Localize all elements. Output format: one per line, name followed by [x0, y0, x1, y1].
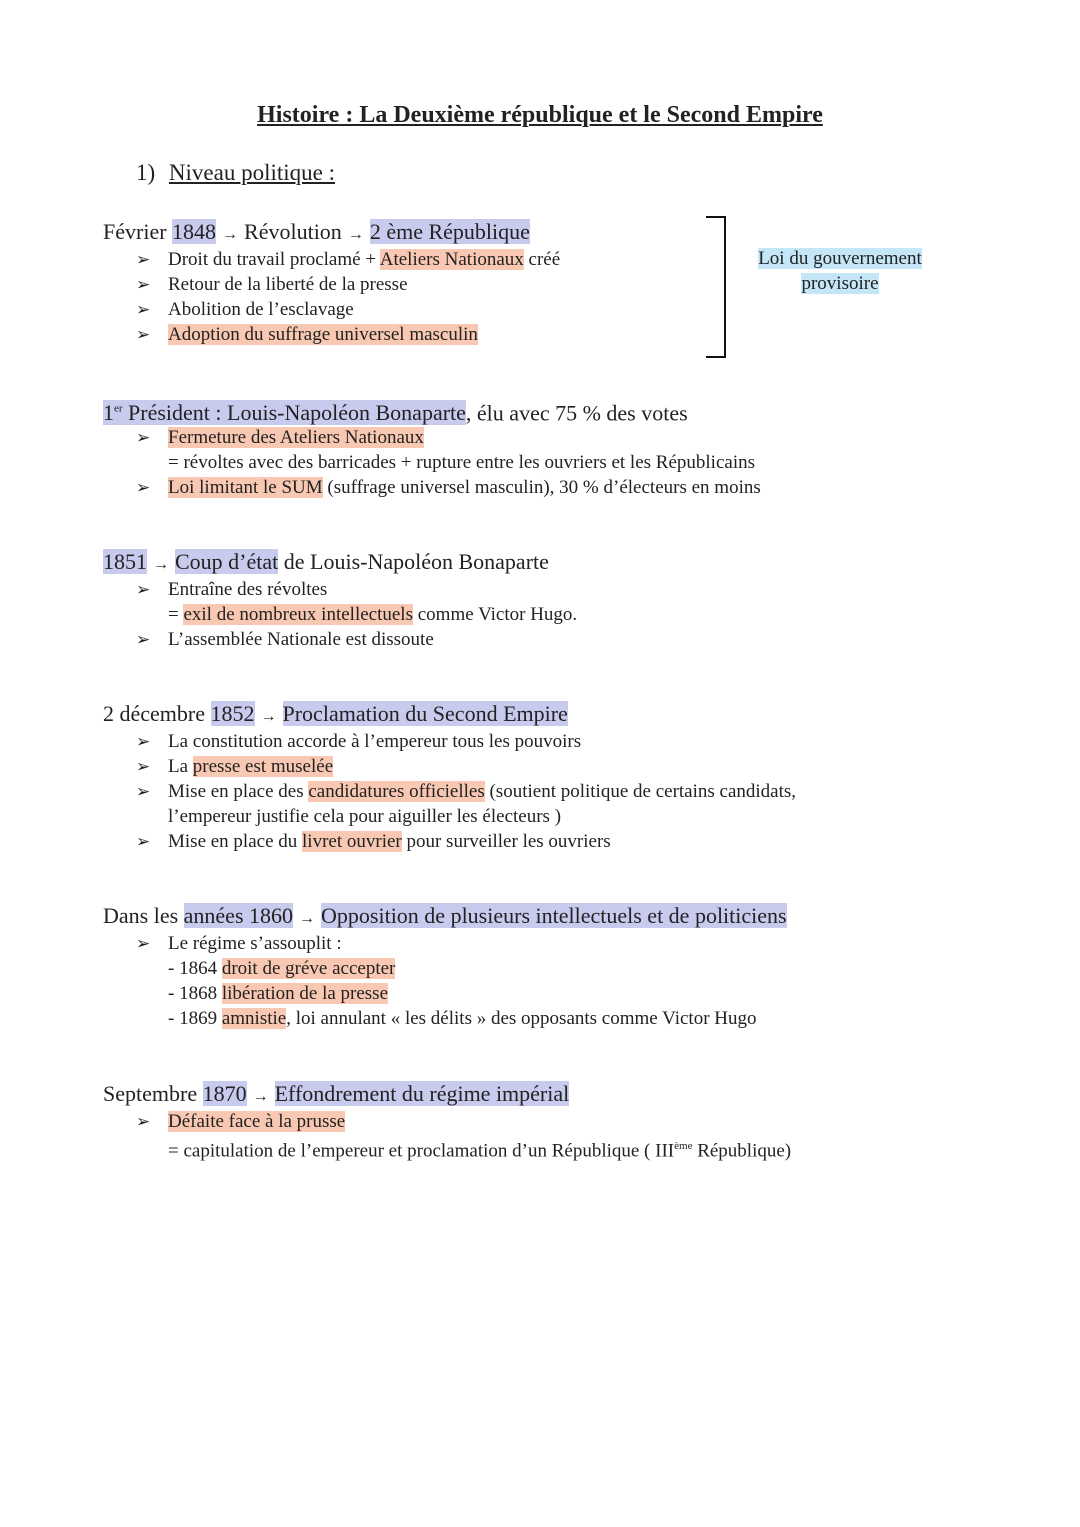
sub-line [103, 450, 1003, 475]
block-1852-heading [103, 701, 1003, 729]
item-text: l’empereur justifie cela pour aiguiller les électeurs ) [168, 806, 562, 827]
item-text: - 1864 [168, 958, 222, 979]
item-text: , loi annulant « les délits » des opposants comme Victor Hugo [286, 1008, 757, 1029]
press-liberation-text: libération de la presse [221, 983, 389, 1004]
press-text: presse est muselée [192, 756, 334, 777]
date-text: 2 décembre [103, 701, 211, 726]
arrow-icon: → [252, 1088, 269, 1105]
sub-line [103, 1006, 1003, 1031]
livret-text: livret ouvrier [302, 831, 402, 852]
defeat-text: Défaite face à la prusse [168, 1111, 346, 1132]
ordinal-number: 1 [103, 400, 114, 426]
heading-text: de Louis-Napoléon Bonaparte [278, 549, 549, 574]
ordinal-sup: er [114, 403, 123, 415]
arrow-bullet-icon: ➢ [136, 630, 151, 649]
item-text: République) [692, 1140, 792, 1162]
item-text: comme Victor Hugo. [412, 604, 578, 625]
arrow-icon: → [260, 708, 277, 725]
item-text: = [168, 604, 184, 625]
item-text: (suffrage universel masculin), 30 % d’électeurs en moins [322, 477, 761, 499]
list-item [136, 779, 1003, 804]
item-text: Abolition de l’esclavage [168, 299, 354, 320]
list-item [136, 754, 1003, 779]
section-label: Niveau politique : [168, 160, 335, 185]
arrow-bullet-icon: ➢ [136, 732, 151, 751]
item-text: Le régime s’assouplit : [168, 933, 342, 954]
arrow-bullet-icon: ➢ [136, 757, 151, 776]
heading-text: Dans les [103, 903, 184, 928]
page-title: Histoire : La Deuxième république et le Second Empire [257, 102, 823, 128]
year-1848: 1848 [172, 219, 217, 244]
collapse-text: Effondrement du régime impérial [274, 1081, 570, 1106]
item-text: pour surveiller les ouvriers [401, 831, 611, 852]
arrow-icon: → [222, 226, 239, 243]
item-text: Entraîne des révoltes [168, 579, 328, 600]
block-1852 [103, 701, 1003, 854]
block-1852-list [103, 729, 1003, 804]
item-text: Mise en place des [168, 781, 309, 802]
arrow-bullet-icon: ➢ [136, 428, 151, 448]
block-1870-heading [103, 1081, 1003, 1109]
president-name: Président : Louis-Napoléon Bonaparte [122, 400, 466, 426]
list-item [136, 297, 1003, 322]
president-highlight [103, 400, 466, 425]
list-item [136, 931, 1003, 956]
right-bracket [706, 216, 726, 358]
coup-text: Coup d’état [175, 549, 279, 574]
block-1870-list [103, 1109, 1003, 1134]
arrow-bullet-icon: ➢ [136, 782, 151, 801]
item-text: = révoltes avec des barricades + rupture entre les ouvriers et les Républicains [168, 452, 755, 474]
list-item [136, 829, 1003, 854]
arrow-icon: → [347, 226, 364, 243]
sub-line [103, 602, 1003, 627]
month-text: Septembre [103, 1081, 203, 1106]
second-republic-text: 2 ème République [369, 219, 530, 244]
item-text: Droit du travail proclamé + [168, 249, 380, 270]
item-text: Fermeture des Ateliers Nationaux [168, 427, 424, 449]
list-item [136, 425, 1003, 450]
block-1851-list-2 [103, 627, 1003, 652]
opposition-text: Opposition de plusieurs intellectuels et de politiciens [321, 903, 787, 928]
amnesty-text: amnistie [221, 1008, 287, 1029]
arrow-bullet-icon: ➢ [136, 832, 151, 851]
year-1870: 1870 [202, 1081, 247, 1106]
revolution-text: Révolution [244, 219, 342, 244]
sub-line [103, 956, 1003, 981]
note-line: Loi du gouvernement [758, 248, 922, 269]
block-1851-list [103, 577, 1003, 602]
suffrage-text: Adoption du suffrage universel masculin [168, 324, 478, 345]
block-1860 [103, 903, 1003, 1031]
list-item [136, 1109, 1003, 1134]
sub-line [103, 981, 1003, 1006]
arrow-icon: → [299, 910, 316, 927]
block-1851 [103, 549, 1003, 652]
block-1852-list-2 [103, 829, 1003, 854]
block-1870 [103, 1081, 1003, 1163]
years-1860: années 1860 [183, 903, 294, 928]
arrow-bullet-icon: ➢ [136, 300, 151, 319]
arrow-bullet-icon: ➢ [136, 1112, 151, 1131]
month-text: Février [103, 219, 173, 244]
year-1852: 1852 [210, 701, 255, 726]
ateliers-nationaux-text: Ateliers Nationaux [379, 249, 524, 270]
arrow-bullet-icon: ➢ [136, 580, 151, 599]
block-1860-heading [103, 903, 1003, 931]
item-text: La constitution accorde à l’empereur tous les pouvoirs [168, 731, 582, 752]
item-text: Mise en place du [168, 831, 303, 852]
year-1851: 1851 [103, 549, 147, 574]
block-president-list [103, 425, 1003, 450]
item-text: créé [523, 249, 561, 270]
arrow-bullet-icon: ➢ [136, 275, 151, 294]
proclamation-text: Proclamation du Second Empire [282, 701, 568, 726]
provisional-government-note [740, 246, 940, 296]
list-item [136, 627, 1003, 652]
block-1848-heading [103, 219, 1003, 247]
note-line: provisoire [801, 273, 879, 294]
item-text: (soutient politique de certains candidats, [484, 781, 797, 802]
section-number: 1) [136, 160, 156, 185]
arrow-bullet-icon: ➢ [136, 325, 151, 344]
section-heading [136, 160, 335, 186]
arrow-icon: → [153, 556, 169, 573]
block-president-heading [103, 397, 1003, 425]
block-1860-list [103, 931, 1003, 956]
sum-law-text: Loi limitant le SUM [168, 477, 323, 499]
block-1851-heading [103, 549, 1003, 577]
block-president [103, 397, 1003, 500]
list-item [136, 475, 1003, 500]
arrow-bullet-icon: ➢ [136, 250, 151, 269]
sub-line [103, 804, 1003, 829]
ordinal-sup: ème [674, 1140, 693, 1152]
sub-line [103, 1134, 1003, 1163]
item-text: - 1869 [168, 1008, 222, 1029]
item-text: Retour de la liberté de la presse [168, 274, 408, 295]
list-item [136, 577, 1003, 602]
candidatures-text: candidatures officielles [308, 781, 485, 802]
arrow-bullet-icon: ➢ [136, 478, 151, 498]
election-text: , élu avec 75 % des votes [465, 400, 688, 426]
arrow-bullet-icon: ➢ [136, 934, 151, 953]
item-text: - 1868 [168, 983, 222, 1004]
strike-right-text: droit de gréve accepter [221, 958, 396, 979]
item-text: La [168, 756, 193, 777]
exile-text: exil de nombreux intellectuels [183, 604, 413, 625]
list-item [136, 729, 1003, 754]
item-text: L’assemblée Nationale est dissoute [168, 629, 434, 650]
list-item [136, 322, 1003, 347]
item-text: = capitulation de l’empereur et proclamation d’un République ( III [168, 1140, 675, 1162]
block-president-list-2 [103, 475, 1003, 500]
